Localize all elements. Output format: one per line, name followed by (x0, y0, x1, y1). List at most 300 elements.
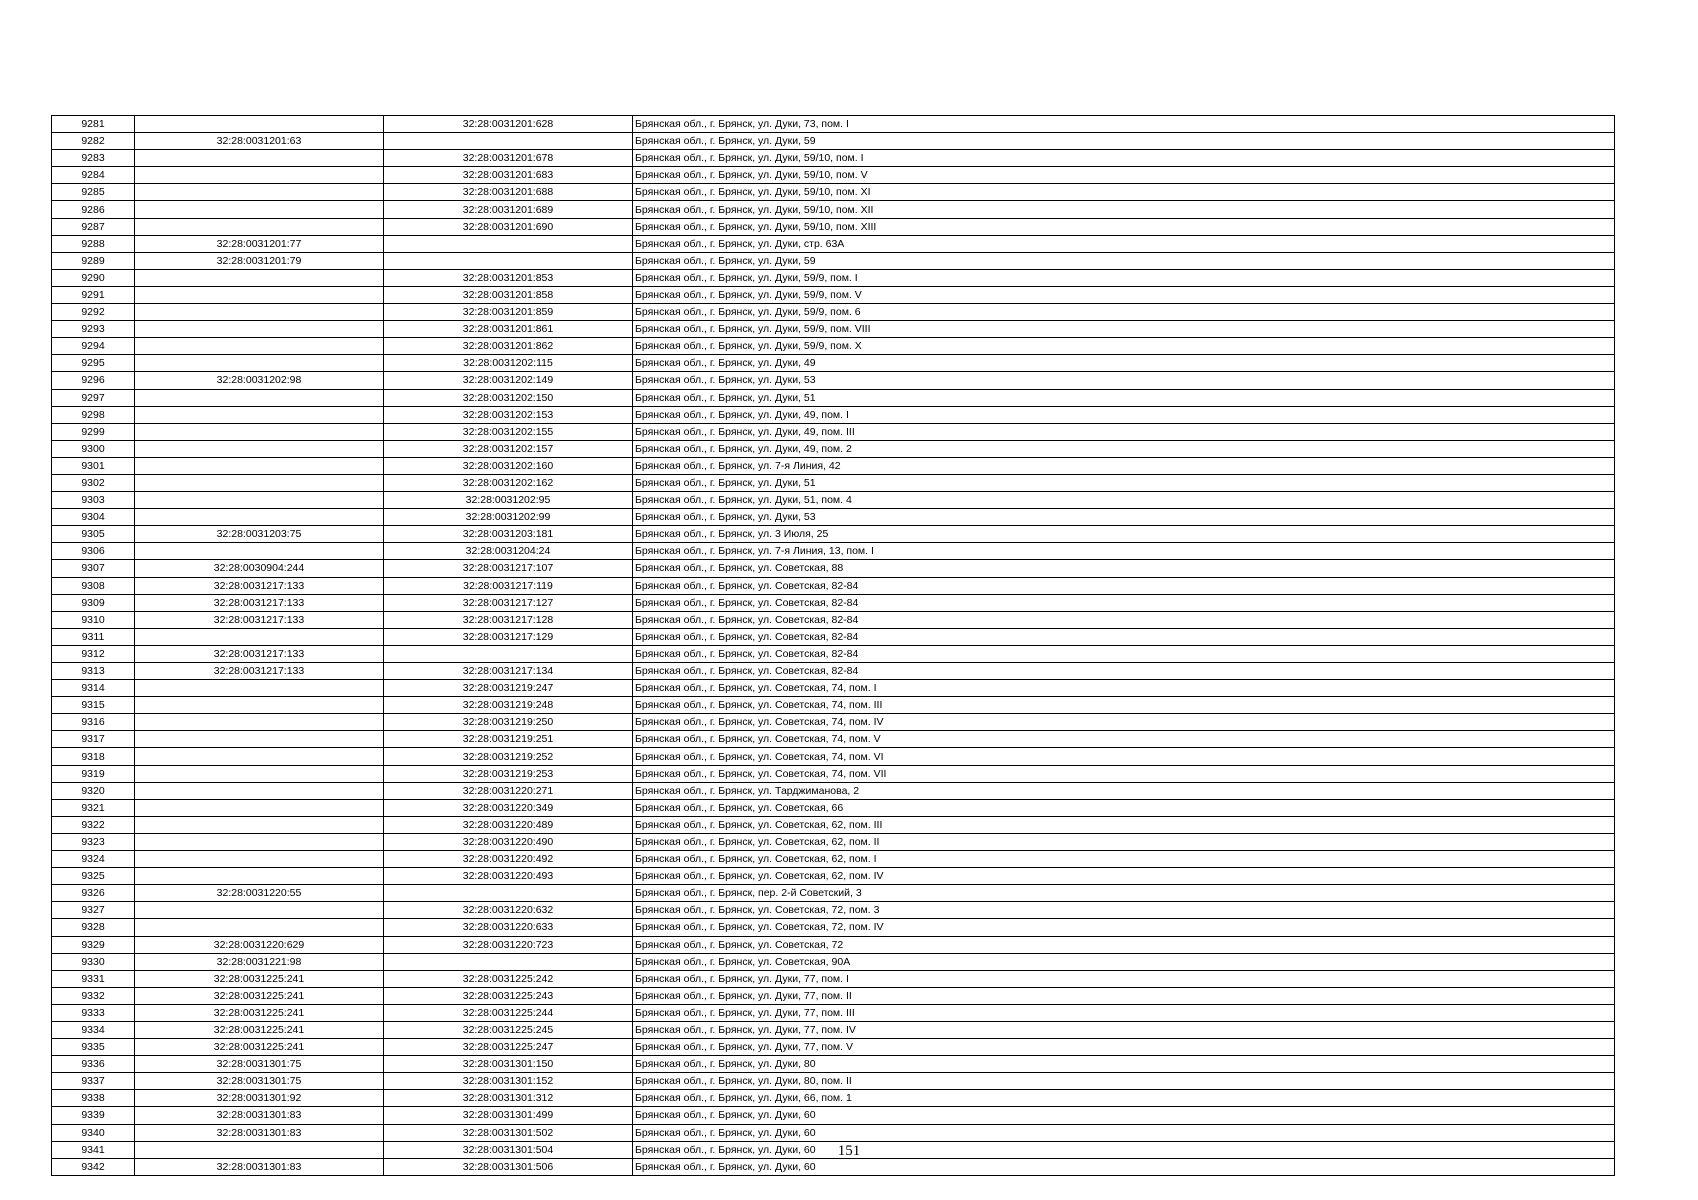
object-cadastral-number-cell: 32:28:0031220:723 (384, 936, 633, 953)
land-cadastral-number-cell: 32:28:0031217:133 (135, 663, 384, 680)
land-cadastral-number-cell: 32:28:0030904:244 (135, 560, 384, 577)
table-row (52, 833, 1615, 850)
row-number-cell: 9341 (52, 1141, 135, 1158)
address-cell: Брянская обл., г. Брянск, ул. Дуки, 59/10, пом. I (633, 150, 1615, 167)
address-cell: Брянская обл., г. Брянск, ул. Дуки, 53 (633, 372, 1615, 389)
land-cadastral-number-cell (135, 902, 384, 919)
land-cadastral-number-cell (135, 440, 384, 457)
land-cadastral-number-cell (135, 406, 384, 423)
address-cell: Брянская обл., г. Брянск, ул. 7-я Линия, 42 (633, 457, 1615, 474)
table-row (52, 1021, 1615, 1038)
row-number-cell: 9309 (52, 594, 135, 611)
land-cadastral-number-cell: 32:28:0031301:83 (135, 1107, 384, 1124)
land-cadastral-number-cell: 32:28:0031217:133 (135, 611, 384, 628)
table-row (52, 1073, 1615, 1090)
address-cell: Брянская обл., г. Брянск, ул. 3 Июля, 25 (633, 526, 1615, 543)
address-cell: Брянская обл., г. Брянск, ул. Дуки, 59/10, пом. XIII (633, 218, 1615, 235)
object-cadastral-number-cell: 32:28:0031201:678 (384, 150, 633, 167)
object-cadastral-number-cell: 32:28:0031202:149 (384, 372, 633, 389)
table-row (52, 816, 1615, 833)
address-cell: Брянская обл., г. Брянск, ул. Советская, 82-84 (633, 594, 1615, 611)
page-number: 151 (837, 1143, 861, 1159)
address-cell: Брянская обл., г. Брянск, ул. Дуки, 59/10, пом. XI (633, 184, 1615, 201)
row-number-cell: 9299 (52, 423, 135, 440)
land-cadastral-number-cell: 32:28:0031221:98 (135, 953, 384, 970)
land-cadastral-number-cell (135, 269, 384, 286)
table-row (52, 1090, 1615, 1107)
row-number-cell: 9298 (52, 406, 135, 423)
address-cell: Брянская обл., г. Брянск, ул. Дуки, 60 (633, 1107, 1615, 1124)
row-number-cell: 9302 (52, 474, 135, 491)
address-cell: Брянская обл., г. Брянск, ул. Советская, 90А (633, 953, 1615, 970)
table-row (52, 372, 1615, 389)
table-row (52, 714, 1615, 731)
table-row (52, 1004, 1615, 1021)
row-number-cell: 9286 (52, 201, 135, 218)
table-row (52, 1107, 1615, 1124)
table-row (52, 1124, 1615, 1141)
address-cell: Брянская обл., г. Брянск, ул. Советская, 66 (633, 799, 1615, 816)
table-row (52, 389, 1615, 406)
object-cadastral-number-cell: 32:28:0031202:157 (384, 440, 633, 457)
row-number-cell: 9281 (52, 116, 135, 133)
object-cadastral-number-cell: 32:28:0031220:492 (384, 851, 633, 868)
address-cell: Брянская обл., г. Брянск, ул. Дуки, 49 (633, 355, 1615, 372)
object-cadastral-number-cell: 32:28:0031225:242 (384, 970, 633, 987)
table-row (52, 953, 1615, 970)
object-cadastral-number-cell: 32:28:0031219:253 (384, 765, 633, 782)
object-cadastral-number-cell: 32:28:0031201:688 (384, 184, 633, 201)
object-cadastral-number-cell: 32:28:0031201:628 (384, 116, 633, 133)
row-number-cell: 9316 (52, 714, 135, 731)
row-number-cell: 9285 (52, 184, 135, 201)
object-cadastral-number-cell: 32:28:0031203:181 (384, 526, 633, 543)
row-number-cell: 9287 (52, 218, 135, 235)
land-cadastral-number-cell (135, 423, 384, 440)
row-number-cell: 9291 (52, 286, 135, 303)
land-cadastral-number-cell (135, 543, 384, 560)
address-cell: Брянская обл., г. Брянск, ул. Дуки, 73, пом. I (633, 116, 1615, 133)
table-row (52, 645, 1615, 662)
land-cadastral-number-cell: 32:28:0031217:133 (135, 594, 384, 611)
object-cadastral-number-cell: 32:28:0031220:349 (384, 799, 633, 816)
land-cadastral-number-cell (135, 799, 384, 816)
object-cadastral-number-cell (384, 133, 633, 150)
land-cadastral-number-cell (135, 868, 384, 885)
object-cadastral-number-cell: 32:28:0031301:504 (384, 1141, 633, 1158)
address-cell: Брянская обл., г. Брянск, ул. Советская, 82-84 (633, 645, 1615, 662)
land-cadastral-number-cell (135, 389, 384, 406)
object-cadastral-number-cell: 32:28:0031217:107 (384, 560, 633, 577)
row-number-cell: 9310 (52, 611, 135, 628)
address-cell: Брянская обл., г. Брянск, ул. Советская, 74, пом. IV (633, 714, 1615, 731)
object-cadastral-number-cell: 32:28:0031220:632 (384, 902, 633, 919)
land-cadastral-number-cell: 32:28:0031301:83 (135, 1158, 384, 1175)
address-cell: Брянская обл., г. Брянск, ул. Дуки, 59/9, пом. 6 (633, 304, 1615, 321)
address-cell: Брянская обл., г. Брянск, ул. Дуки, 60 (633, 1158, 1615, 1175)
table-row (52, 235, 1615, 252)
land-cadastral-number-cell (135, 748, 384, 765)
table-row (52, 611, 1615, 628)
table-row (52, 167, 1615, 184)
table-row (52, 543, 1615, 560)
land-cadastral-number-cell: 32:28:0031301:92 (135, 1090, 384, 1107)
table-row (52, 526, 1615, 543)
object-cadastral-number-cell (384, 953, 633, 970)
address-cell: Брянская обл., г. Брянск, ул. Дуки, 59/10, пом. V (633, 167, 1615, 184)
object-cadastral-number-cell: 32:28:0031220:489 (384, 816, 633, 833)
address-cell: Брянская обл., г. Брянск, ул. Дуки, 59/9, пом. I (633, 269, 1615, 286)
object-cadastral-number-cell: 32:28:0031225:244 (384, 1004, 633, 1021)
land-cadastral-number-cell (135, 628, 384, 645)
land-cadastral-number-cell (135, 851, 384, 868)
address-cell: Брянская обл., г. Брянск, ул. Дуки, 51 (633, 474, 1615, 491)
address-cell: Брянская обл., г. Брянск, ул. Дуки, 59/9, пом. VIII (633, 321, 1615, 338)
land-cadastral-number-cell (135, 782, 384, 799)
row-number-cell: 9325 (52, 868, 135, 885)
object-cadastral-number-cell: 32:28:0031301:150 (384, 1056, 633, 1073)
table-row (52, 919, 1615, 936)
object-cadastral-number-cell: 32:28:0031301:506 (384, 1158, 633, 1175)
address-cell: Брянская обл., г. Брянск, ул. Дуки, 49, пом. 2 (633, 440, 1615, 457)
row-number-cell: 9315 (52, 697, 135, 714)
row-number-cell: 9329 (52, 936, 135, 953)
address-cell: Брянская обл., г. Брянск, ул. 7-я Линия, 13, пом. I (633, 543, 1615, 560)
table-row (52, 970, 1615, 987)
address-cell: Брянская обл., г. Брянск, ул. Советская, 72 (633, 936, 1615, 953)
object-cadastral-number-cell: 32:28:0031219:251 (384, 731, 633, 748)
address-cell: Брянская обл., г. Брянск, ул. Дуки, 80 (633, 1056, 1615, 1073)
row-number-cell: 9332 (52, 987, 135, 1004)
table-row (52, 987, 1615, 1004)
address-cell: Брянская обл., г. Брянск, ул. Дуки, 60 (633, 1141, 1615, 1158)
row-number-cell: 9319 (52, 765, 135, 782)
object-cadastral-number-cell: 32:28:0031201:683 (384, 167, 633, 184)
land-cadastral-number-cell: 32:28:0031201:79 (135, 252, 384, 269)
land-cadastral-number-cell (135, 816, 384, 833)
address-cell: Брянская обл., г. Брянск, ул. Дуки, 77, пом. IV (633, 1021, 1615, 1038)
land-cadastral-number-cell: 32:28:0031201:63 (135, 133, 384, 150)
address-cell: Брянская обл., г. Брянск, ул. Советская, 82-84 (633, 628, 1615, 645)
row-number-cell: 9307 (52, 560, 135, 577)
row-number-cell: 9305 (52, 526, 135, 543)
object-cadastral-number-cell: 32:28:0031220:493 (384, 868, 633, 885)
table-row (52, 680, 1615, 697)
table-row (52, 577, 1615, 594)
table-row (52, 697, 1615, 714)
address-cell: Брянская обл., г. Брянск, ул. Дуки, стр. 63А (633, 235, 1615, 252)
row-number-cell: 9317 (52, 731, 135, 748)
land-cadastral-number-cell: 32:28:0031225:241 (135, 1004, 384, 1021)
object-cadastral-number-cell: 32:28:0031202:95 (384, 492, 633, 509)
land-cadastral-number-cell: 32:28:0031220:629 (135, 936, 384, 953)
row-number-cell: 9304 (52, 509, 135, 526)
table-row (52, 338, 1615, 355)
address-cell: Брянская обл., г. Брянск, ул. Дуки, 53 (633, 509, 1615, 526)
object-cadastral-number-cell: 32:28:0031217:119 (384, 577, 633, 594)
address-cell: Брянская обл., г. Брянск, ул. Дуки, 49, пом. I (633, 406, 1615, 423)
row-number-cell: 9336 (52, 1056, 135, 1073)
object-cadastral-number-cell: 32:28:0031201:858 (384, 286, 633, 303)
table-row (52, 663, 1615, 680)
object-cadastral-number-cell: 32:28:0031202:115 (384, 355, 633, 372)
row-number-cell: 9294 (52, 338, 135, 355)
table-row (52, 594, 1615, 611)
row-number-cell: 9318 (52, 748, 135, 765)
registry-table-body (52, 116, 1615, 1176)
address-cell: Брянская обл., г. Брянск, ул. Дуки, 60 (633, 1124, 1615, 1141)
object-cadastral-number-cell (384, 235, 633, 252)
row-number-cell: 9296 (52, 372, 135, 389)
table-row (52, 731, 1615, 748)
table-row (52, 1056, 1615, 1073)
row-number-cell: 9308 (52, 577, 135, 594)
address-cell: Брянская обл., г. Брянск, ул. Советская, 62, пом. II (633, 833, 1615, 850)
land-cadastral-number-cell (135, 338, 384, 355)
table-row (52, 252, 1615, 269)
table-row (52, 1039, 1615, 1056)
land-cadastral-number-cell (135, 765, 384, 782)
land-cadastral-number-cell: 32:28:0031217:133 (135, 577, 384, 594)
table-row (52, 201, 1615, 218)
table-row (52, 868, 1615, 885)
land-cadastral-number-cell (135, 355, 384, 372)
table-row (52, 286, 1615, 303)
land-cadastral-number-cell: 32:28:0031225:241 (135, 970, 384, 987)
address-cell: Брянская обл., г. Брянск, ул. Дуки, 59/9, пом. V (633, 286, 1615, 303)
land-cadastral-number-cell (135, 714, 384, 731)
land-cadastral-number-cell (135, 680, 384, 697)
object-cadastral-number-cell: 32:28:0031301:312 (384, 1090, 633, 1107)
address-cell: Брянская обл., г. Брянск, ул. Дуки, 77, пом. II (633, 987, 1615, 1004)
row-number-cell: 9292 (52, 304, 135, 321)
object-cadastral-number-cell: 32:28:0031220:633 (384, 919, 633, 936)
address-cell: Брянская обл., г. Брянск, ул. Дуки, 59/10, пом. XII (633, 201, 1615, 218)
row-number-cell: 9295 (52, 355, 135, 372)
row-number-cell: 9342 (52, 1158, 135, 1175)
row-number-cell: 9300 (52, 440, 135, 457)
land-cadastral-number-cell: 32:28:0031301:75 (135, 1056, 384, 1073)
row-number-cell: 9328 (52, 919, 135, 936)
row-number-cell: 9333 (52, 1004, 135, 1021)
object-cadastral-number-cell: 32:28:0031201:862 (384, 338, 633, 355)
table-row (52, 509, 1615, 526)
object-cadastral-number-cell: 32:28:0031225:245 (384, 1021, 633, 1038)
row-number-cell: 9322 (52, 816, 135, 833)
table-row (52, 218, 1615, 235)
row-number-cell: 9301 (52, 457, 135, 474)
land-cadastral-number-cell: 32:28:0031301:75 (135, 1073, 384, 1090)
table-row (52, 423, 1615, 440)
object-cadastral-number-cell: 32:28:0031220:490 (384, 833, 633, 850)
object-cadastral-number-cell: 32:28:0031202:153 (384, 406, 633, 423)
row-number-cell: 9338 (52, 1090, 135, 1107)
object-cadastral-number-cell: 32:28:0031301:499 (384, 1107, 633, 1124)
row-number-cell: 9283 (52, 150, 135, 167)
table-row (52, 936, 1615, 953)
address-cell: Брянская обл., г. Брянск, ул. Дуки, 51, пом. 4 (633, 492, 1615, 509)
row-number-cell: 9337 (52, 1073, 135, 1090)
land-cadastral-number-cell: 32:28:0031217:133 (135, 645, 384, 662)
land-cadastral-number-cell: 32:28:0031220:55 (135, 885, 384, 902)
land-cadastral-number-cell (135, 218, 384, 235)
row-number-cell: 9320 (52, 782, 135, 799)
row-number-cell: 9288 (52, 235, 135, 252)
land-cadastral-number-cell: 32:28:0031202:98 (135, 372, 384, 389)
land-cadastral-number-cell (135, 833, 384, 850)
land-cadastral-number-cell (135, 150, 384, 167)
row-number-cell: 9303 (52, 492, 135, 509)
row-number-cell: 9313 (52, 663, 135, 680)
address-cell: Брянская обл., г. Брянск, ул. Советская, 82-84 (633, 611, 1615, 628)
address-cell: Брянская обл., г. Брянск, ул. Дуки, 66, пом. 1 (633, 1090, 1615, 1107)
land-cadastral-number-cell (135, 184, 384, 201)
object-cadastral-number-cell: 32:28:0031202:150 (384, 389, 633, 406)
table-row (52, 1158, 1615, 1175)
object-cadastral-number-cell: 32:28:0031201:853 (384, 269, 633, 286)
land-cadastral-number-cell (135, 304, 384, 321)
row-number-cell: 9340 (52, 1124, 135, 1141)
address-cell: Брянская обл., г. Брянск, ул. Советская, 82-84 (633, 577, 1615, 594)
address-cell: Брянская обл., г. Брянск, ул. Советская, 74, пом. I (633, 680, 1615, 697)
object-cadastral-number-cell: 32:28:0031201:861 (384, 321, 633, 338)
row-number-cell: 9339 (52, 1107, 135, 1124)
object-cadastral-number-cell: 32:28:0031204:24 (384, 543, 633, 560)
table-row (52, 492, 1615, 509)
registry-table (51, 115, 1615, 1176)
address-cell: Брянская обл., г. Брянск, ул. Советская, 74, пом. VII (633, 765, 1615, 782)
object-cadastral-number-cell (384, 885, 633, 902)
object-cadastral-number-cell: 32:28:0031301:152 (384, 1073, 633, 1090)
table-row (52, 116, 1615, 133)
land-cadastral-number-cell: 32:28:0031301:83 (135, 1124, 384, 1141)
land-cadastral-number-cell (135, 457, 384, 474)
land-cadastral-number-cell (135, 286, 384, 303)
address-cell: Брянская обл., г. Брянск, ул. Дуки, 59 (633, 133, 1615, 150)
address-cell: Брянская обл., г. Брянск, ул. Дуки, 51 (633, 389, 1615, 406)
address-cell: Брянская обл., г. Брянск, ул. Советская, 62, пом. I (633, 851, 1615, 868)
object-cadastral-number-cell: 32:28:0031301:502 (384, 1124, 633, 1141)
address-cell: Брянская обл., г. Брянск, ул. Дуки, 59 (633, 252, 1615, 269)
table-row (52, 560, 1615, 577)
object-cadastral-number-cell: 32:28:0031219:252 (384, 748, 633, 765)
row-number-cell: 9284 (52, 167, 135, 184)
land-cadastral-number-cell: 32:28:0031201:77 (135, 235, 384, 252)
address-cell: Брянская обл., г. Брянск, ул. Дуки, 77, пом. V (633, 1039, 1615, 1056)
table-row (52, 851, 1615, 868)
row-number-cell: 9290 (52, 269, 135, 286)
land-cadastral-number-cell (135, 167, 384, 184)
object-cadastral-number-cell: 32:28:0031219:250 (384, 714, 633, 731)
object-cadastral-number-cell: 32:28:0031217:134 (384, 663, 633, 680)
object-cadastral-number-cell: 32:28:0031219:248 (384, 697, 633, 714)
table-row (52, 885, 1615, 902)
land-cadastral-number-cell (135, 492, 384, 509)
row-number-cell: 9321 (52, 799, 135, 816)
address-cell: Брянская обл., г. Брянск, ул. Советская, 88 (633, 560, 1615, 577)
row-number-cell: 9324 (52, 851, 135, 868)
row-number-cell: 9282 (52, 133, 135, 150)
table-row (52, 748, 1615, 765)
object-cadastral-number-cell (384, 252, 633, 269)
table-row (52, 355, 1615, 372)
land-cadastral-number-cell: 32:28:0031203:75 (135, 526, 384, 543)
table-row (52, 150, 1615, 167)
table-row (52, 321, 1615, 338)
object-cadastral-number-cell: 32:28:0031202:160 (384, 457, 633, 474)
address-cell: Брянская обл., г. Брянск, ул. Советская, 74, пом. III (633, 697, 1615, 714)
object-cadastral-number-cell: 32:28:0031217:128 (384, 611, 633, 628)
address-cell: Брянская обл., г. Брянск, ул. Советская, 74, пом. V (633, 731, 1615, 748)
address-cell: Брянская обл., г. Брянск, ул. Тарджиманова, 2 (633, 782, 1615, 799)
address-cell: Брянская обл., г. Брянск, ул. Советская, 62, пом. III (633, 816, 1615, 833)
row-number-cell: 9330 (52, 953, 135, 970)
address-cell: Брянская обл., г. Брянск, ул. Дуки, 49, пом. III (633, 423, 1615, 440)
table-row (52, 799, 1615, 816)
land-cadastral-number-cell (135, 697, 384, 714)
land-cadastral-number-cell (135, 509, 384, 526)
object-cadastral-number-cell: 32:28:0031225:247 (384, 1039, 633, 1056)
table-row (52, 304, 1615, 321)
row-number-cell: 9323 (52, 833, 135, 850)
object-cadastral-number-cell: 32:28:0031220:271 (384, 782, 633, 799)
row-number-cell: 9293 (52, 321, 135, 338)
object-cadastral-number-cell: 32:28:0031202:162 (384, 474, 633, 491)
table-row (52, 133, 1615, 150)
object-cadastral-number-cell: 32:28:0031217:127 (384, 594, 633, 611)
land-cadastral-number-cell (135, 116, 384, 133)
object-cadastral-number-cell: 32:28:0031217:129 (384, 628, 633, 645)
row-number-cell: 9327 (52, 902, 135, 919)
table-row (52, 474, 1615, 491)
address-cell: Брянская обл., г. Брянск, ул. Дуки, 77, пом. I (633, 970, 1615, 987)
row-number-cell: 9331 (52, 970, 135, 987)
table-row (52, 782, 1615, 799)
table-row (52, 184, 1615, 201)
address-cell: Брянская обл., г. Брянск, ул. Советская, 74, пом. VI (633, 748, 1615, 765)
row-number-cell: 9289 (52, 252, 135, 269)
row-number-cell: 9326 (52, 885, 135, 902)
table-row (52, 269, 1615, 286)
row-number-cell: 9335 (52, 1039, 135, 1056)
row-number-cell: 9297 (52, 389, 135, 406)
address-cell: Брянская обл., г. Брянск, ул. Советская, 82-84 (633, 663, 1615, 680)
object-cadastral-number-cell: 32:28:0031219:247 (384, 680, 633, 697)
address-cell: Брянская обл., г. Брянск, ул. Дуки, 59/9, пом. X (633, 338, 1615, 355)
land-cadastral-number-cell: 32:28:0031225:241 (135, 1039, 384, 1056)
table-row (52, 457, 1615, 474)
row-number-cell: 9334 (52, 1021, 135, 1038)
row-number-cell: 9311 (52, 628, 135, 645)
land-cadastral-number-cell (135, 321, 384, 338)
table-row (52, 406, 1615, 423)
table-row (52, 902, 1615, 919)
object-cadastral-number-cell: 32:28:0031201:859 (384, 304, 633, 321)
object-cadastral-number-cell: 32:28:0031201:690 (384, 218, 633, 235)
land-cadastral-number-cell: 32:28:0031225:241 (135, 987, 384, 1004)
row-number-cell: 9312 (52, 645, 135, 662)
address-cell: Брянская обл., г. Брянск, ул. Советская, 72, пом. 3 (633, 902, 1615, 919)
row-number-cell: 9314 (52, 680, 135, 697)
object-cadastral-number-cell: 32:28:0031202:99 (384, 509, 633, 526)
address-cell: Брянская обл., г. Брянск, ул. Советская, 72, пом. IV (633, 919, 1615, 936)
object-cadastral-number-cell: 32:28:0031202:155 (384, 423, 633, 440)
row-number-cell: 9306 (52, 543, 135, 560)
address-cell: Брянская обл., г. Брянск, пер. 2-й Советский, 3 (633, 885, 1615, 902)
object-cadastral-number-cell: 32:28:0031225:243 (384, 987, 633, 1004)
address-cell: Брянская обл., г. Брянск, ул. Дуки, 77, пом. III (633, 1004, 1615, 1021)
table-row (52, 628, 1615, 645)
